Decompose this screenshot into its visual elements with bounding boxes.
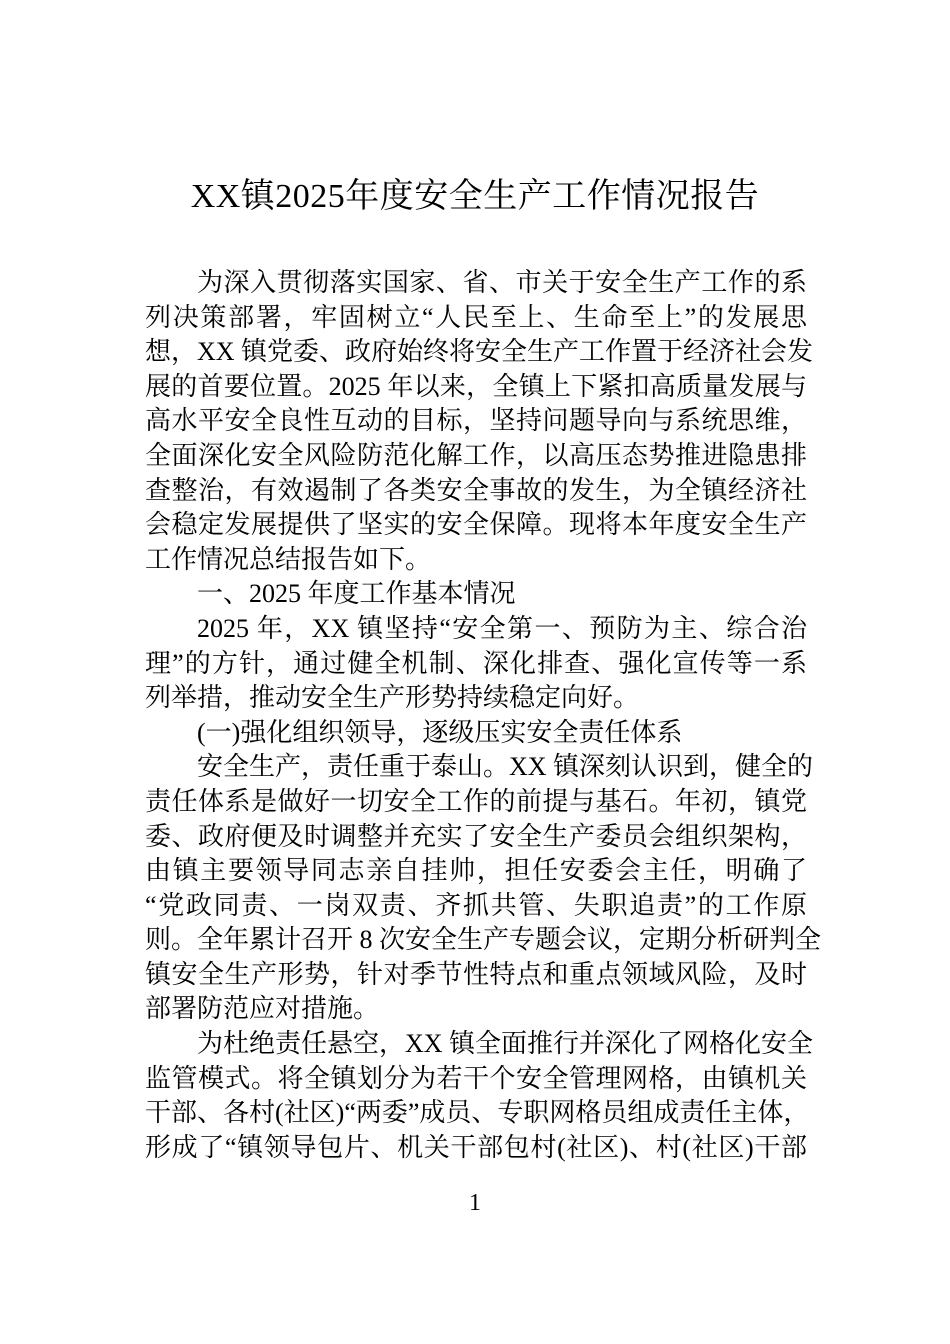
text-line: (一)强化组织领导，逐级压实安全责任体系 — [197, 717, 683, 747]
section-heading — [145, 577, 807, 612]
text-line: 2025 年，XX 镇坚持“安全第一、预防为主、综合治 — [197, 613, 807, 643]
text-line: 查整治，有效遏制了各类安全事故的发生，为全镇经济社 — [145, 475, 807, 505]
page-number: 1 — [469, 1190, 481, 1216]
text-line: 理”的方针，通过健全机制、深化排查、强化宣传等一系 — [145, 648, 807, 678]
text-line: 想，XX 镇党委、政府始终将安全生产工作置于经济社会发 — [145, 337, 814, 367]
text-line: 一、2025 年度工作基本情况 — [197, 579, 516, 609]
text-line: 工作情况总结报告如下。 — [145, 544, 432, 574]
text-line: “党政同责、一岗双责、齐抓共管、失职追责”的工作原 — [145, 890, 807, 920]
text-line: 高水平安全良性互动的目标，坚持问题导向与系统思维， — [145, 406, 807, 436]
text-line: 干部、各村(社区)“两委”成员、专职网格员组成责任主体， — [145, 1098, 810, 1128]
text-line: 列举措，推动安全生产形势持续稳定向好。 — [145, 683, 640, 713]
paragraph — [145, 750, 822, 1027]
paragraph — [145, 266, 814, 577]
text-line: 委、政府便及时调整并充实了安全生产委员会组织架构， — [145, 821, 807, 851]
text-line: 全面深化安全风险防范化解工作，以高压态势推进隐患排 — [145, 440, 807, 470]
paragraph — [145, 1027, 814, 1165]
text-line: 为深入贯彻落实国家、省、市关于安全生产工作的系 — [197, 268, 807, 297]
text-line: 安全生产，责任重于泰山。XX 镇深刻认识到，健全的 — [197, 752, 814, 782]
text-line: 列决策部署，牢固树立“人民至上、生命至上”的发展思 — [145, 302, 807, 332]
text-line: 责任体系是做好一切安全工作的前提与基石。年初，镇党 — [145, 786, 807, 816]
text-line: 展的首要位置。2025 年以来，全镇上下紧扣高质量发展与 — [145, 371, 807, 401]
text-line: 形成了“镇领导包片、机关干部包村(社区)、村(社区)干部 — [145, 1132, 807, 1162]
text-line: 会稳定发展提供了坚实的安全保障。现将本年度安全生产 — [145, 510, 807, 540]
document-title: XX镇2025年度安全生产工作情况报告 — [190, 178, 760, 215]
text-line: 由镇主要领导同志亲自挂帅，担任安委会主任，明确了 — [145, 856, 807, 886]
text-line: 镇安全生产形势，针对季节性特点和重点领域风险，及时 — [145, 959, 807, 989]
text-line: 监管模式。将全镇划分为若干个安全管理网格，由镇机关 — [145, 1063, 807, 1093]
paragraph — [145, 612, 807, 716]
document-body — [145, 266, 822, 1165]
section-heading — [145, 716, 807, 751]
text-line: 部署防范应对措施。 — [145, 994, 380, 1024]
text-line: 则。全年累计召开 8 次安全生产专题会议，定期分析研判全 — [145, 925, 822, 955]
text-line: 为杜绝责任悬空，XX 镇全面推行并深化了网格化安全 — [197, 1029, 814, 1059]
